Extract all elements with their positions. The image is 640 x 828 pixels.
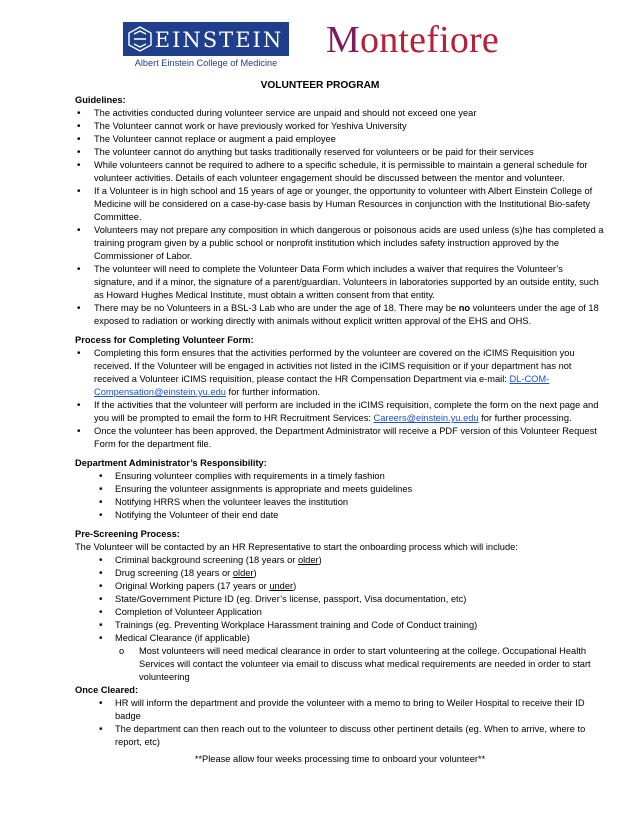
list-item: • Trainings (eg. Preventing Workplace Harassment training and Code of Conduct training)	[75, 619, 605, 632]
admin-list	[75, 470, 605, 522]
list-item: • Completing this form ensures that the activities performed by the volunteer are covered on the iCIMS Requisition you received. If the Volunteer will be engaged in activities not listed in the iCIMS requisition or if your department has not received a Volunteer iCIMS requisition, please contact the HR Compensation Department via e-mail: DL-COM-Compensation@einstein.yu.edu for further information.	[75, 347, 605, 399]
guidelines-heading: Guidelines:	[75, 95, 126, 105]
list-item: • HR will inform the department and provide the volunteer with a memo to bring to Weiler Hospital to receive their ID badge	[75, 697, 605, 723]
list-item: • Medical Clearance (if applicable)	[75, 632, 605, 645]
list-item: • The Volunteer cannot work or have previously worked for Yeshiva University	[75, 120, 605, 133]
montefiore-logo-rest: ontefiore	[360, 19, 499, 61]
process-heading: Process for Completing Volunteer Form:	[75, 335, 254, 345]
prescreening-intro: The Volunteer will be contacted by an HR Representative to start the onboarding process which will include:	[75, 542, 518, 552]
list-item: • If a Volunteer is in high school and 15 years of age or younger, the opportunity to volunteer with Albert Einstein College of Medicine will be considered on a case-by-case basis by Human Resources in conjunction with the Institutional Bio-safety Committee.	[75, 185, 605, 224]
cleared-heading: Once Cleared:	[75, 685, 139, 695]
list-item: • State/Government Picture ID (eg. Driver’s license, passport, Visa documentation, etc)	[75, 593, 605, 606]
einstein-logo-box	[123, 22, 289, 56]
document-body	[75, 94, 605, 766]
list-item: o Most volunteers will need medical clearance in order to start volunteering at the college. Occupational Health Services will contact the volunteer via email to discuss what medical requirements are needed in order to start volunteering	[75, 645, 605, 684]
admin-heading: Department Administrator’s Responsibility:	[75, 458, 267, 468]
list-item: • The activities conducted during volunteer service are unpaid and should not exceed one year	[75, 107, 605, 120]
list-item: • There may be no Volunteers in a BSL-3 Lab who are under the age of 18. There may be no volunteers under the age of 18 exposed to radiation or working directly with animals without explicit written approval of the EHS and OHS.	[75, 302, 605, 328]
list-item: • Notifying the Volunteer of their end date	[75, 509, 605, 522]
list-item: • Volunteers may not prepare any composition in which dangerous or poisonous acids are used unless (s)he has completed a training program given by a public school or nonprofit institution which includes safety instruction approved by the Commissioner of Labor.	[75, 224, 605, 263]
list-item: • Original Working papers (17 years or under)	[75, 580, 605, 593]
list-item: • Once the volunteer has been approved, the Department Administrator will receive a PDF version of this Volunteer Request Form for the department file.	[75, 425, 605, 451]
list-item: • The volunteer cannot do anything but tasks traditionally reserved for volunteers or be paid for their services	[75, 146, 605, 159]
list-item: • The volunteer will need to complete the Volunteer Data Form which includes a waiver that requires the Volunteer’s signature, and if a minor, the signature of a parent/guardian. Volunteers in laboratories supported by an outside entity, such as Howard Hughes Medical Institute, must obtain a written consent from that entity.	[75, 263, 605, 302]
compensation-email-link[interactable]: DL-COM-Compensation@einstein.yu.edu	[94, 374, 550, 397]
einstein-logo	[123, 22, 289, 70]
medical-sub-list	[75, 645, 605, 684]
montefiore-logo-m: M	[326, 19, 360, 61]
montefiore-logo	[326, 18, 499, 62]
list-item: • Drug screening (18 years or older)	[75, 567, 605, 580]
list-item: • Criminal background screening (18 years or older)	[75, 554, 605, 567]
einstein-logo-subtitle: Albert Einstein College of Medicine	[134, 58, 278, 68]
cleared-list	[75, 697, 605, 749]
einstein-logo-word: EINSTEIN	[154, 28, 284, 52]
guidelines-list	[75, 107, 605, 328]
list-item: • If the activities that the volunteer will perform are included in the iCIMS requisition, complete the form on the next page and you will be prompted to email the form to HR Recruitment Services: Careers@einstein.yu.edu for further processing.	[75, 399, 605, 425]
process-list	[75, 347, 605, 451]
list-item: • Completion of Volunteer Application	[75, 606, 605, 619]
list-item: • The department can then reach out to the volunteer to discuss other pertinent details (eg. When to arrive, where to report, etc)	[75, 723, 605, 749]
page-title: VOLUNTEER PROGRAM	[260, 80, 380, 91]
einstein-emblem-icon	[127, 25, 153, 53]
list-item: • Ensuring volunteer complies with requirements in a timely fashion	[75, 470, 605, 483]
list-item: • While volunteers cannot be required to adhere to a specific schedule, it is permissible to maintain a general schedule for volunteer activities. Details of each volunteer engagement should be discussed between the mentor and volunteer.	[75, 159, 605, 185]
list-item: • Ensuring the volunteer assignments is appropriate and meets guidelines	[75, 483, 605, 496]
prescreening-heading: Pre-Screening Process:	[75, 529, 180, 539]
footer-note: **Please allow four weeks processing time to onboard your volunteer**	[194, 754, 486, 764]
careers-email-link[interactable]: Careers@einstein.yu.edu	[373, 413, 479, 423]
prescreening-list	[75, 554, 605, 645]
list-item: • The Volunteer cannot replace or augment a paid employee	[75, 133, 605, 146]
list-item: • Notifying HRRS when the volunteer leaves the institution	[75, 496, 605, 509]
